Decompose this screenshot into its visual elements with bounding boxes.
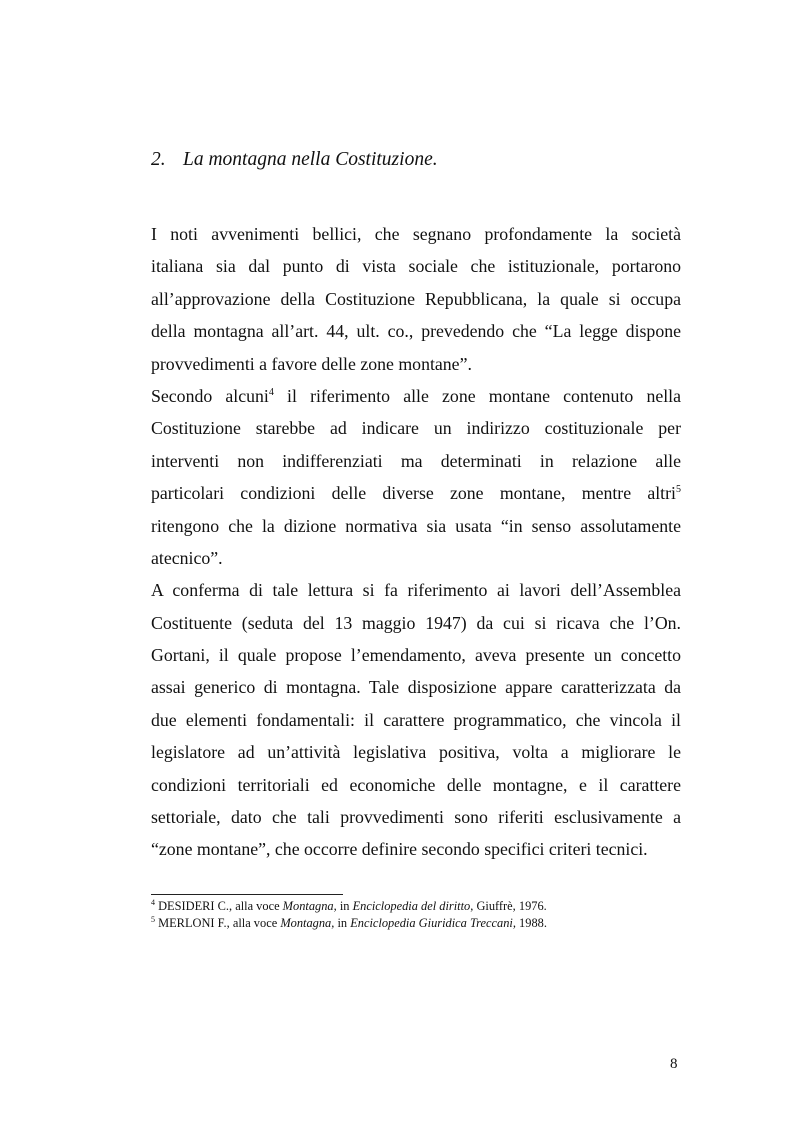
body-line: due elementi fondamentali: il carattere programmatico, che vincola il (151, 709, 681, 730)
footnote-marker: 5 (151, 915, 155, 924)
body-line: atecnico”. (151, 547, 223, 568)
page-number: 8 (670, 1056, 678, 1072)
body-line: settoriale, dato che tali provvedimenti sono riferiti esclusivamente a (151, 807, 681, 828)
body-line: interventi non indifferenziati ma determinati in relazione alle (151, 450, 681, 471)
footnote-ref-4: 4 (268, 386, 274, 398)
body-line: Secondo alcuni$^4$ il riferimento alle zone montane contenuto nella (151, 385, 681, 406)
body-line: legislatore ad un’attività legislativa positiva, volta a migliorare le (151, 742, 681, 763)
body-line: provvedimenti a favore delle zone montane”. (151, 353, 472, 374)
body-line: ritengono che la dizione normativa sia usata “in senso assolutamente (151, 515, 681, 536)
body-line: condizioni territoriali ed economiche delle montagne, e il carattere (151, 774, 681, 795)
body-line: A conferma di tale lettura si fa riferimento ai lavori dell’Assemblea (151, 580, 681, 601)
body-line: particolari condizioni delle diverse zone montane, mentre altri$^5$ (151, 483, 681, 504)
body-line: della montagna all’art. 44, ult. co., prevedendo che “La legge dispone (151, 321, 681, 342)
body-line: Costituzione starebbe ad indicare un indirizzo costituzionale per (151, 418, 681, 439)
footnote-5: $^5$ MERLONI F., alla voce Montagna, in Enciclopedia Giuridica Treccani, 1988. (151, 915, 547, 930)
body-text (151, 218, 681, 866)
section-number: 2. (151, 149, 166, 170)
body-line: I noti avvenimenti bellici, che segnano profondamente la società (151, 224, 681, 244)
section-heading (151, 150, 438, 170)
footnote-ref-5: 5 (676, 484, 681, 496)
body-line: Costituente (seduta del 13 maggio 1947) da cui si ricava che l’On. (151, 612, 681, 633)
body-line: Gortani, il quale propose l’emendamento, aveva presente un concetto (151, 645, 681, 666)
section-title: La montagna nella Costituzione. (183, 149, 438, 170)
footnotes (151, 898, 547, 932)
footnote-marker: 4 (151, 898, 155, 907)
body-line: all’approvazione della Costituzione Repubblicana, la quale si occupa (151, 288, 681, 309)
body-line: “zone montane”, che occorre definire secondo specifici criteri tecnici. (151, 839, 648, 860)
body-line: italiana sia dal punto di vista sociale che istituzionale, portarono (151, 256, 681, 277)
footnote-4: $^4$ DESIDERI C., alla voce Montagna, in Enciclopedia del diritto, Giuffrè, 1976. (151, 898, 547, 913)
footnote-separator (151, 894, 343, 895)
body-line: assai generico di montagna. Tale disposizione appare caratterizzata da (151, 677, 681, 698)
